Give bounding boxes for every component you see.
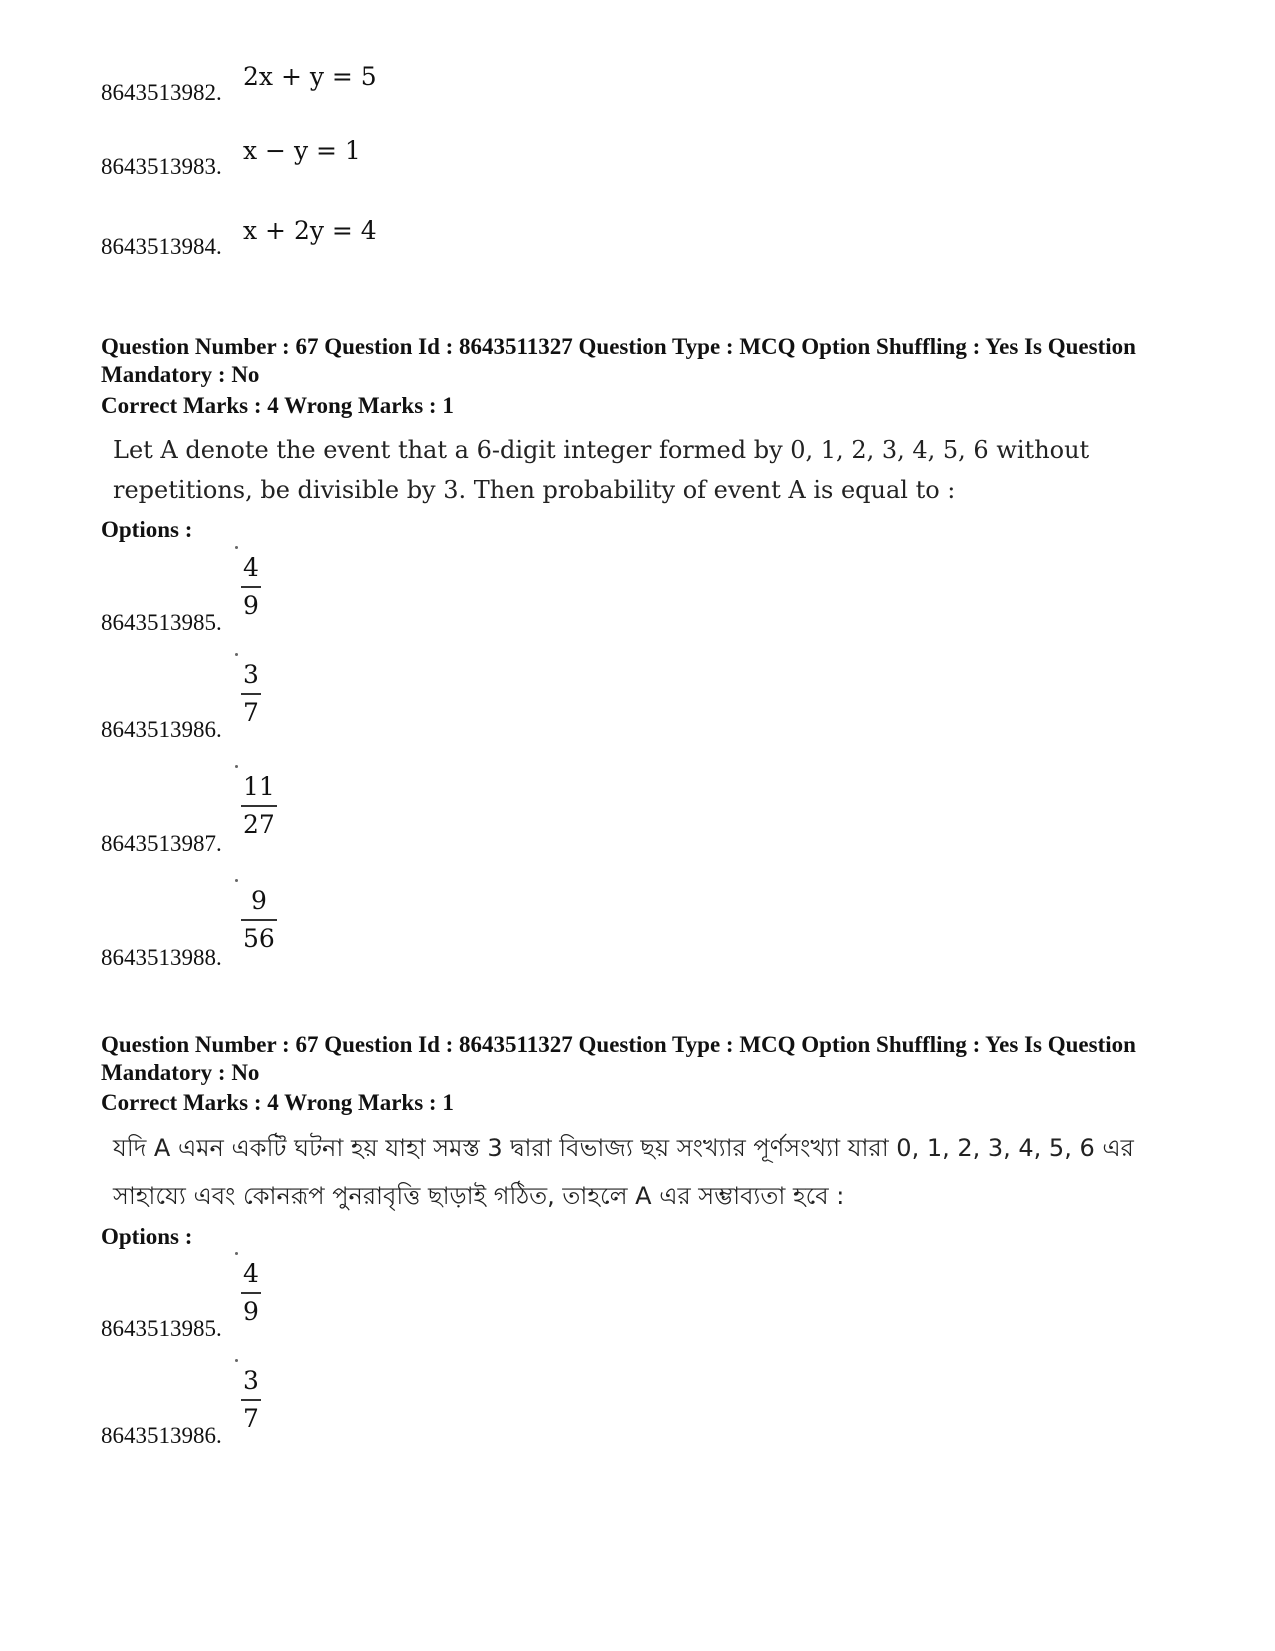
marks-line: Correct Marks : 4 Wrong Marks : 1 [101, 393, 454, 418]
fraction-denominator: 9 [243, 1296, 259, 1326]
fraction-denominator: 27 [243, 809, 275, 839]
question-header: Question Number : 67 Question Id : 8643511327 Question Type : MCQ Option Shuffling : Yes Is Question Mandatory : No [101, 1032, 1136, 1085]
option-id: 8643513984. [101, 234, 222, 259]
fraction-numerator: 4 [243, 1259, 259, 1288]
question-text-bengali: যদি A এমন একটি ঘটনা হয় যাহা সমস্ত 3 দ্বারা বিভাজ্য ছয় সংখ্যার পূর্ণসংখ্যা যারা 0, 1, 2, 3, 4, 5, 6 এর সাহায্যে এবং কোনরূপ পুনরাবৃত্তি ছাড়াই গঠিত, তাহলে A এর সম্ভাব্যতা হবে : [113, 1134, 1134, 1210]
fraction [241, 1260, 261, 1325]
option-equation: 2x + y = 5 [243, 62, 377, 91]
marks-line: Correct Marks : 4 Wrong Marks : 1 [101, 1090, 454, 1115]
fraction-numerator: 3 [243, 660, 259, 689]
options-label: Options : [101, 517, 193, 542]
fraction [241, 1367, 261, 1432]
fraction-numerator: 9 [250, 886, 267, 915]
fraction-denominator: 56 [243, 923, 275, 953]
option-id: 8643513988. [101, 945, 222, 970]
fraction-numerator: 11 [243, 772, 275, 801]
option-id: 8643513983. [101, 154, 222, 179]
option-id: 8643513985. [101, 610, 222, 635]
question-header: Question Number : 67 Question Id : 8643511327 Question Type : MCQ Option Shuffling : Yes Is Question Mandatory : No [101, 334, 1136, 387]
fraction-numerator: 4 [243, 553, 259, 582]
question-text: Let A denote the event that a 6-digit integer formed by 0, 1, 2, 3, 4, 5, 6 without repetitions, be divisible by 3. Then probability of event A is equal to : [113, 436, 1090, 504]
fraction-denominator: 7 [243, 1403, 259, 1433]
fraction-denominator: 7 [243, 697, 259, 727]
fraction-denominator: 9 [243, 590, 259, 620]
fraction [241, 887, 277, 952]
fraction [241, 554, 261, 619]
option-id: 8643513987. [101, 831, 222, 856]
option-id: 8643513986. [101, 1423, 222, 1448]
fraction [241, 773, 277, 838]
options-label: Options : [101, 1224, 193, 1249]
option-id: 8643513986. [101, 717, 222, 742]
option-id: 8643513985. [101, 1316, 222, 1341]
fraction [241, 661, 261, 726]
option-id: 8643513982. [101, 80, 222, 105]
option-equation: x + 2y = 4 [243, 216, 377, 245]
fraction-numerator: 3 [243, 1366, 259, 1395]
option-equation: x − y = 1 [243, 136, 361, 165]
